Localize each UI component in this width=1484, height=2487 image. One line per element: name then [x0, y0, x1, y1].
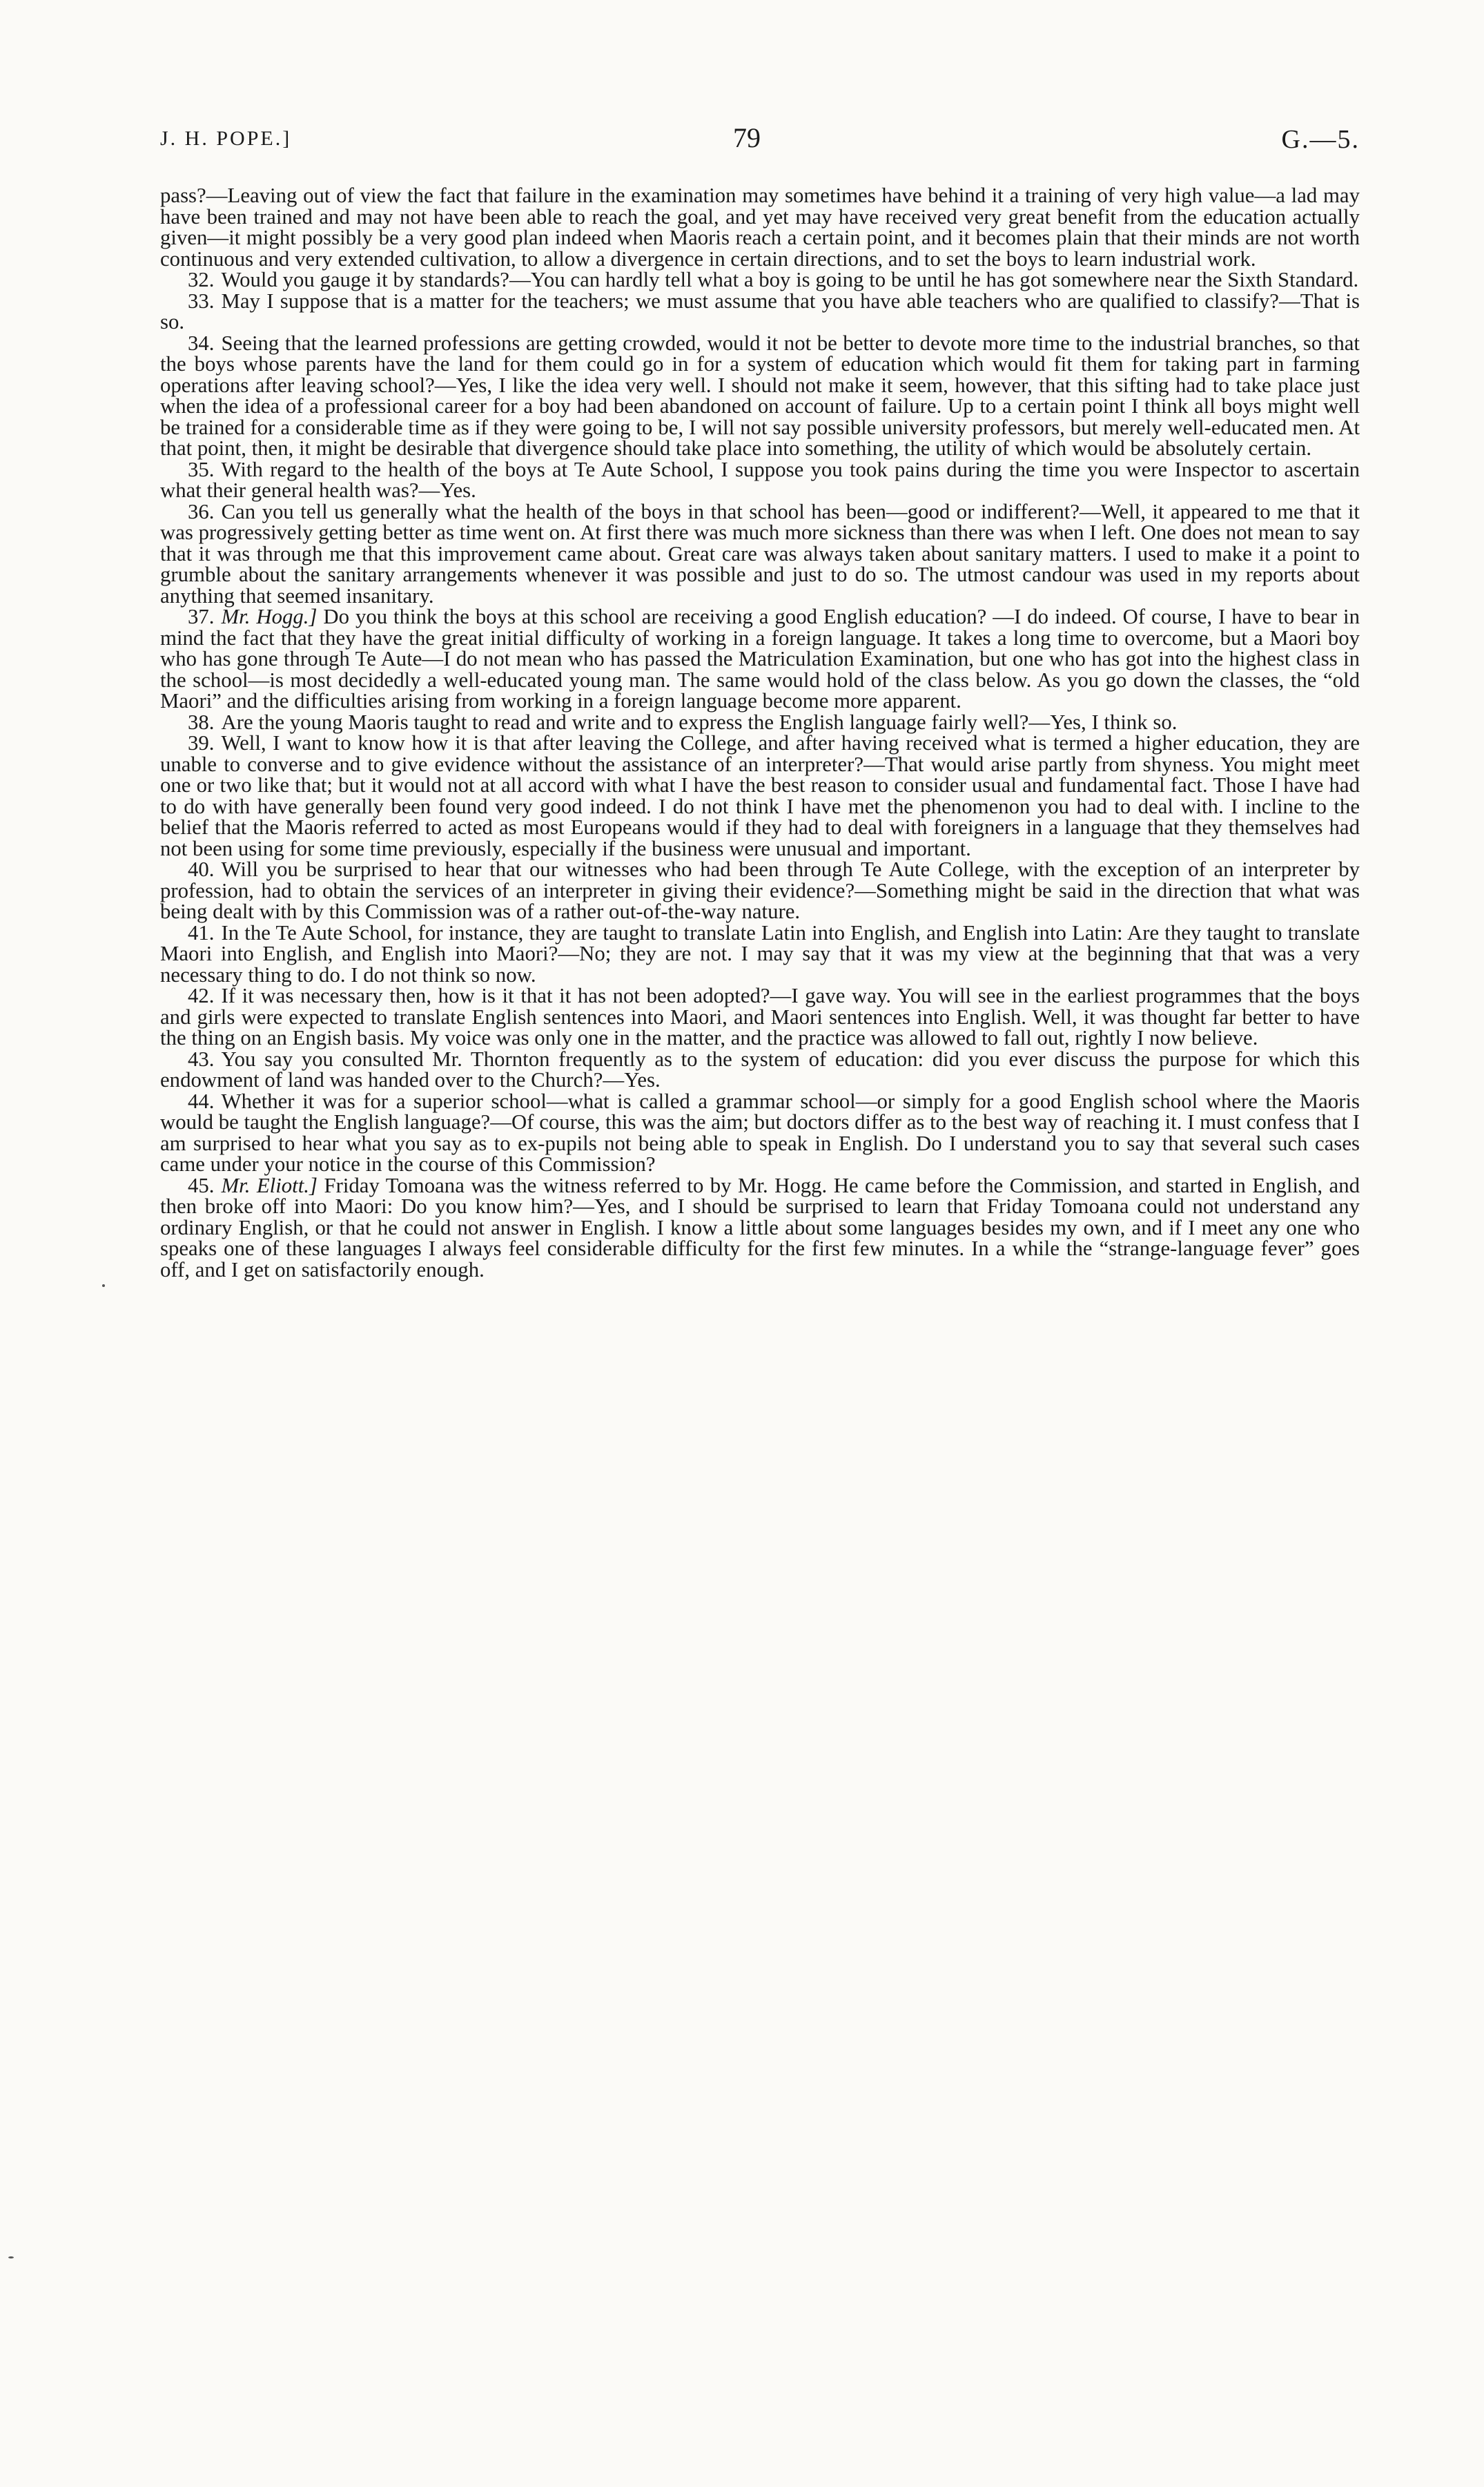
paragraph-text: May I suppose that is a matter for the teachers; we must assume that you have able teachers who are qualified to classify?—That is so.: [160, 289, 1360, 333]
paragraph: [160, 459, 1360, 501]
paragraph-text: Whether it was for a superior school—what is called a grammar school—or simply for a good English school where the Maoris would be taught the English language?—Of course, this was the aim; but doctors differ as to the best way of reaching it. I must confess that I am surprised to hear what you say as to ex-pupils not being able to speak in English. Do I understand you to say that several such cases came under your notice in the course of this Commission?: [160, 1089, 1360, 1176]
paragraph: [160, 1175, 1360, 1281]
paragraph: [160, 1049, 1360, 1091]
paragraph: [160, 333, 1360, 459]
question-number: 42.: [188, 984, 215, 1007]
header-witness-name: J. H. POPE.]: [160, 127, 292, 150]
question-number: 40.: [188, 858, 215, 881]
question-number: 39.: [188, 731, 215, 755]
paragraph: [160, 501, 1360, 607]
speaker-name: Mr. Eliott.]: [221, 1173, 318, 1197]
paragraph: [160, 1091, 1360, 1175]
paragraph: [160, 291, 1360, 333]
paragraph: [160, 922, 1360, 986]
running-header: [160, 122, 1360, 163]
paragraph: [160, 269, 1360, 291]
question-number: 34.: [188, 331, 215, 355]
scan-speck: [102, 1284, 105, 1287]
paragraph-text: Well, I want to know how it is that after leaving the College, and after having received what is termed a higher education, they are unable to converse and to give evidence without the assistance of an interpreter?—That would arise partly from shyness. You might meet one or two like that; but it would not at all accord with what I have the best reason to consider usual and fundamental fact. Those I have had to do with have generally been found very good indeed. I do not think I have met the phenomenon you had to deal with. I incline to the belief that the Maoris referred to acted as most Europeans would if they had to deal with foreigners in a language that they themselves had not been using for some time previously, especially if the business were unusual and important.: [160, 731, 1360, 860]
question-number: 43.: [188, 1047, 215, 1071]
paragraph-text: Would you gauge it by standards?—You can hardly tell what a boy is going to be until he has got somewhere near the Sixth Standard.: [221, 268, 1359, 291]
paragraph-text: pass?—Leaving out of view the fact that failure in the examination may sometimes have behind it a training of very high value—a lad may have been trained and may not have been able to reach the goal, and yet may have received very great benefit from the education actually given—it might possibly be a very good plan indeed when Maoris reach a certain point, and it becomes plain that their minds are not worth continuous and very extended cultivation, to allow a divergence in certain directions, and to set the boys to learn industrial work.: [160, 184, 1360, 271]
paragraph-text: Friday Tomoana was the witness referred to by Mr. Hogg. He came before the Commission, and started in English, and then broke off into Maori: Do you know him?—Yes, and I should be surprised to learn that Friday Tomoana could not understand any ordinary English, or that he could not answer in English. I know a little about some languages besides my own, and if I meet any one who speaks one of these languages I always feel considerable difficulty for the first few minutes. In a while the “strange-language fever” goes off, and I get on satisfactorily enough.: [160, 1173, 1360, 1281]
scan-speck: [8, 2256, 14, 2258]
question-number: 37.: [188, 605, 215, 628]
paragraph: [160, 606, 1360, 712]
question-number: 41.: [188, 920, 215, 945]
paragraph-text: If it was necessary then, how is it that it has not been adopted?—I gave way. You will see in the earliest programmes that the boys and girls were expected to translate English sentences into Maori, and Maori sentences into English. Well, it was thought far better to have the thing on an Engish basis. My voice was only one in the matter, and the practice was allowed to fall out, rightly I now believe.: [160, 984, 1360, 1049]
document-reference: G.—5.: [1281, 125, 1360, 154]
paragraph-text: With regard to the health of the boys at Te Aute School, I suppose you took pains during the time you were Inspector to ascertain what their general health was?—Yes.: [160, 457, 1360, 502]
question-number: 45.: [188, 1173, 215, 1197]
paragraph: [160, 733, 1360, 859]
speaker-name: Mr. Hogg.]: [221, 605, 318, 628]
paragraph-text: Are the young Maoris taught to read and write and to express the English language fairly well?—Yes, I think so.: [221, 710, 1178, 734]
question-number: 44.: [188, 1089, 215, 1113]
question-number: 32.: [188, 268, 215, 291]
paragraph: [160, 859, 1360, 922]
question-number: 35.: [188, 457, 215, 481]
paragraph-text: Do you think the boys at this school are receiving a good English education? —I do indeed. Of course, I have to bear in mind the fact that they have the great initial difficulty of working in a foreign language. It takes a long time to overcome, but a Maori boy who has gone through Te Aute—I do not mean who has passed the Matriculation Examination, but one who has got into the highest class in the school—is most decidedly a well-educated young man. The same would hold of the class below. As you go down the classes, the “old Maori” and the difficulties arising from working in a foreign language become more apparent.: [160, 605, 1360, 713]
paragraph: [160, 185, 1360, 269]
question-number: 38.: [188, 710, 215, 734]
question-number: 36.: [188, 499, 215, 523]
body-text: [160, 185, 1360, 1280]
paragraph-text: Will you be surprised to hear that our witnesses who had been through Te Aute College, with the exception of an interpreter by profession, had to obtain the services of an interpreter in giving their evidence?—Something might be said in the direction that what was being dealt with by this Commission was of a rather out-of-the-way nature.: [160, 858, 1360, 923]
page-number: 79: [733, 122, 761, 153]
paragraph-text: In the Te Aute School, for instance, they are taught to translate Latin into English, and English into Latin: Are they taught to translate Maori into English, and English into Maori?—No; they are not. I may say that it was my view at the beginning that that was a very necessary thing to do. I do not think so now.: [160, 920, 1360, 987]
paragraph-text: You say you consulted Mr. Thornton frequently as to the system of education: did you ever discuss the purpose for which this endowment of land was handed over to the Church?—Yes.: [160, 1047, 1360, 1092]
paragraph: [160, 712, 1360, 733]
question-number: 33.: [188, 289, 215, 313]
paragraph-text: Seeing that the learned professions are getting crowded, would it not be better to devote more time to the industrial branches, so that the boys whose parents have the land for them could go in for a system of education which would fit them for taking part in farming operations after leaving school?—Yes, I like the idea very well. I should not make it seem, however, that this sifting had to take place just when the idea of a professional career for a boy had been abandoned on account of failure. Up to a certain point I think all boys might well be trained for a considerable time as if they were going to be, I will not say possible university professors, but merely well-educated men. At that point, then, it might be desirable that divergence should take place into something, the utility of which would be absolutely certain.: [160, 331, 1360, 460]
paragraph: [160, 985, 1360, 1049]
paragraph-text: Can you tell us generally what the health of the boys in that school has been—good or indifferent?—Well, it appeared to me that it was progressively getting better as time went on. At first there was much more sickness than there was when I left. One does not mean to say that it was through me that this improvement came about. Great care was always taken about sanitary matters. I used to make it a point to grumble about the sanitary arrangements whenever it was possible and just to do so. The utmost candour was used in my reports about anything that seemed insanitary.: [160, 499, 1360, 608]
